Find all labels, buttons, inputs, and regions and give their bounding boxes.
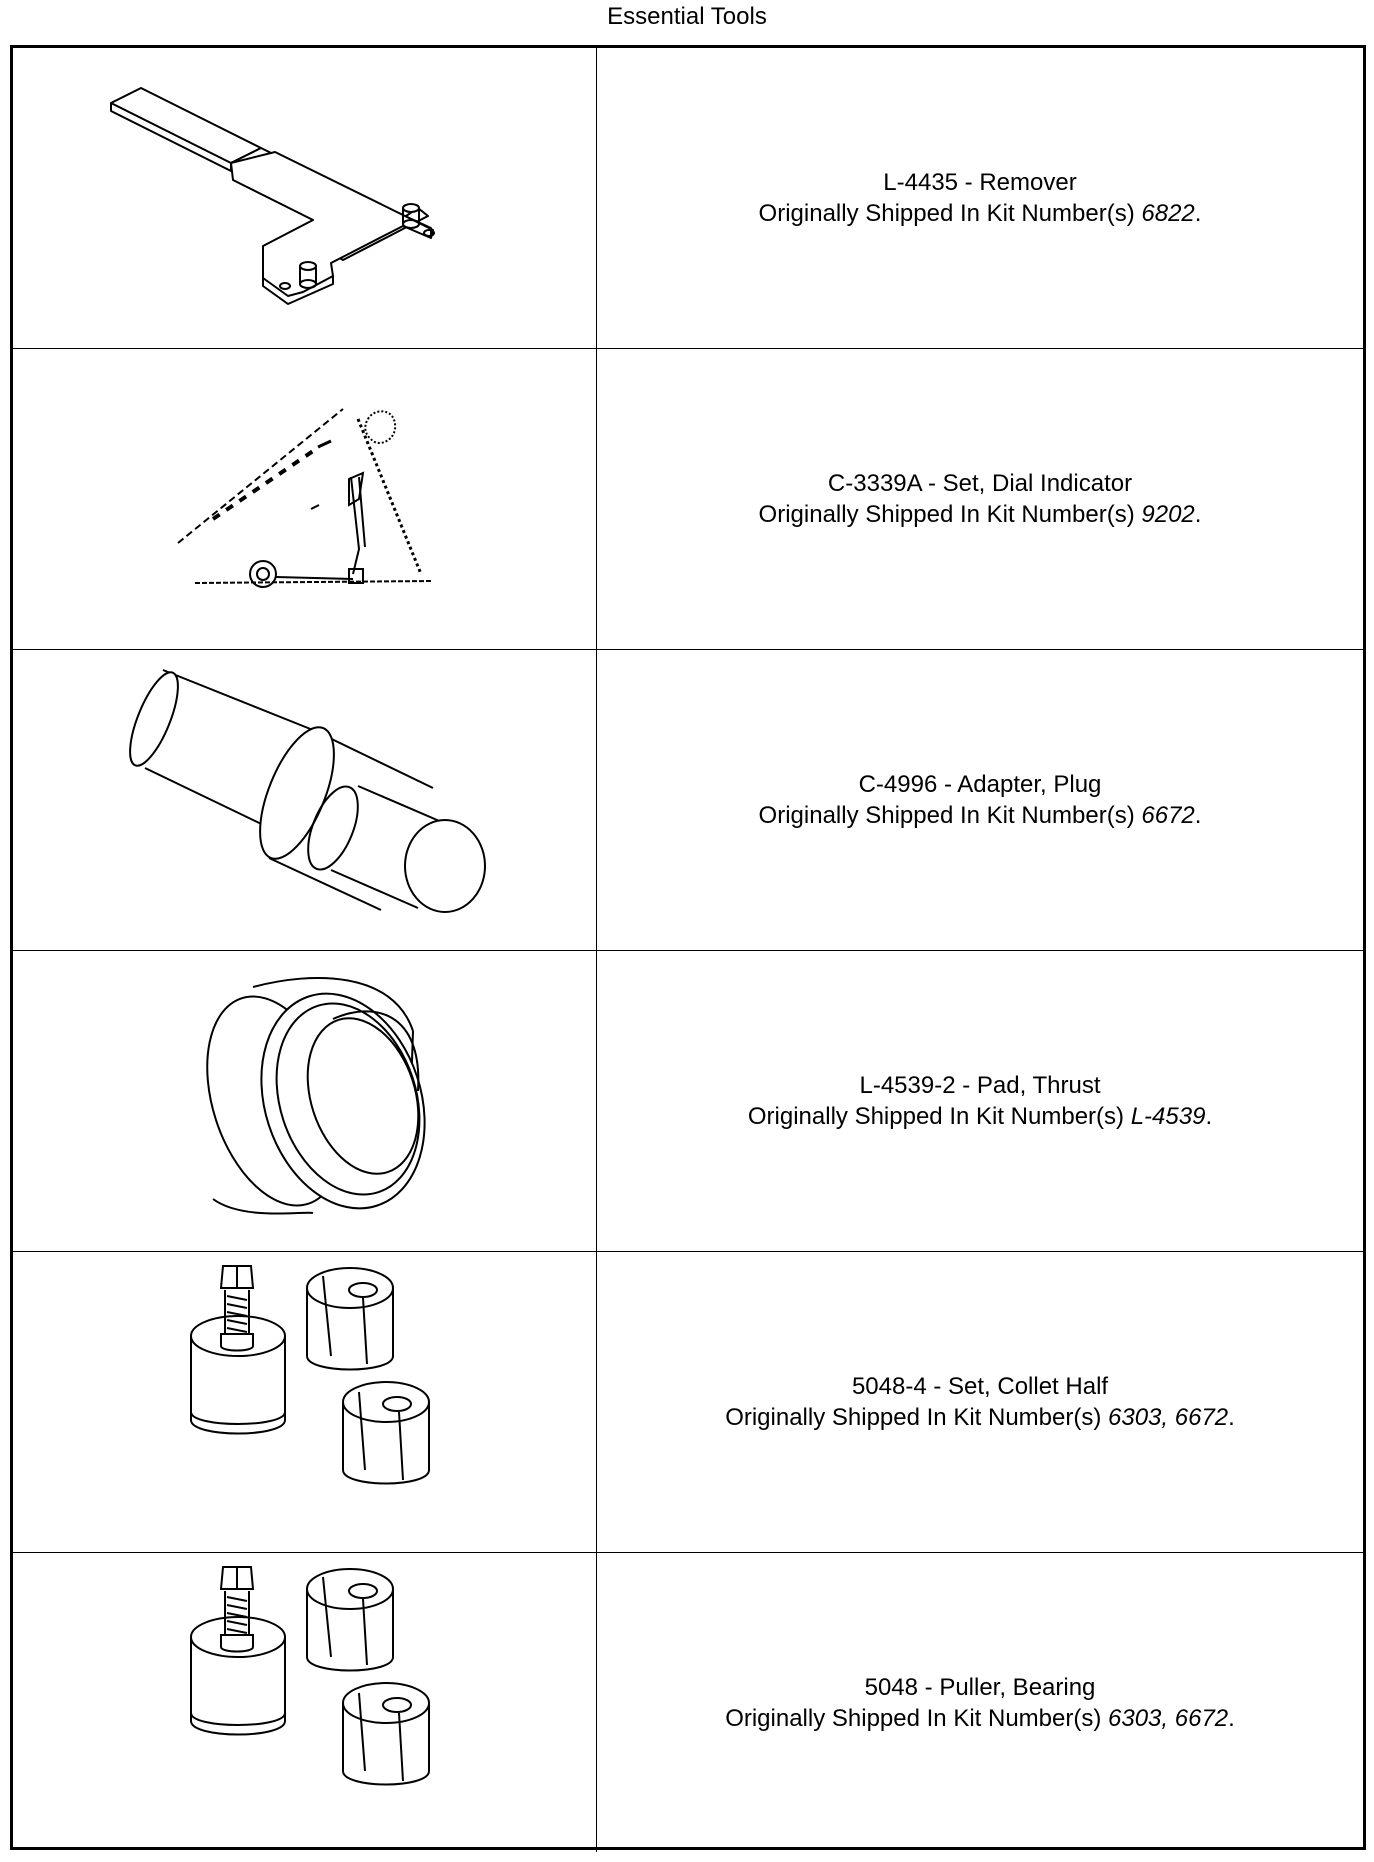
tool-row xyxy=(13,48,1363,349)
bearing-puller-icon xyxy=(13,1553,597,1853)
collet-half-set-icon xyxy=(13,1252,597,1552)
tool-image-cell xyxy=(13,48,597,348)
kit-line: Originally Shipped In Kit Number(s) 6303, 6672. xyxy=(725,1704,1235,1732)
tool-row xyxy=(13,951,1363,1252)
tool-label: C-4996 - Adapter, Plug xyxy=(858,771,1102,798)
tool-description xyxy=(597,48,1363,348)
kit-prefix: Originally Shipped In Kit Number(s) xyxy=(758,200,1135,227)
tool-image-cell xyxy=(13,951,597,1251)
tools-table xyxy=(10,45,1366,1850)
kit-line: Originally Shipped In Kit Number(s) 6672. xyxy=(758,802,1202,829)
tool-description xyxy=(597,1553,1363,1852)
kit-numbers: 9202 xyxy=(1141,501,1195,528)
page-title: Essential Tools xyxy=(607,3,767,30)
tool-label: C-3339A - Set, Dial Indicator xyxy=(827,470,1133,497)
tool-row xyxy=(13,1553,1363,1852)
kit-prefix: Originally Shipped In Kit Number(s) xyxy=(725,1704,1102,1732)
kit-prefix: Originally Shipped In Kit Number(s) xyxy=(758,802,1135,829)
kit-numbers: 6822 xyxy=(1141,200,1195,227)
kit-numbers: 6303, 6672 xyxy=(1108,1704,1229,1732)
kit-numbers: 6672 xyxy=(1141,802,1195,829)
tool-image-cell xyxy=(13,650,597,950)
kit-prefix: Originally Shipped In Kit Number(s) xyxy=(725,1404,1102,1431)
tool-description xyxy=(597,650,1363,950)
tool-label: L-4435 - Remover xyxy=(883,169,1077,196)
thrust-pad-icon xyxy=(13,951,597,1251)
tool-description xyxy=(597,349,1363,649)
tool-row xyxy=(13,650,1363,951)
tool-row xyxy=(13,1252,1363,1553)
tool-label: L-4539-2 - Pad, Thrust xyxy=(859,1072,1101,1099)
kit-line: Originally Shipped In Kit Number(s) 6822. xyxy=(758,200,1202,227)
kit-line: Originally Shipped In Kit Number(s) 9202. xyxy=(758,501,1202,528)
tool-description xyxy=(597,951,1363,1251)
tool-description xyxy=(597,1252,1363,1552)
plug-adapter-icon xyxy=(13,650,597,950)
tool-row xyxy=(13,349,1363,650)
tool-image-cell xyxy=(13,349,597,649)
tool-label: 5048-4 - Set, Collet Half xyxy=(851,1373,1109,1400)
tool-label: 5048 - Puller, Bearing xyxy=(864,1673,1096,1701)
kit-prefix: Originally Shipped In Kit Number(s) xyxy=(747,1103,1125,1130)
kit-line: Originally Shipped In Kit Number(s) 6303, 6672. xyxy=(725,1404,1235,1431)
kit-numbers: 6303, 6672 xyxy=(1108,1404,1229,1431)
tool-image-cell xyxy=(13,1553,597,1852)
kit-prefix: Originally Shipped In Kit Number(s) xyxy=(758,501,1135,528)
kit-line: Originally Shipped In Kit Number(s) L-4539. xyxy=(747,1103,1213,1130)
spanner-wrench-icon xyxy=(13,48,597,348)
dial-indicator-set-icon xyxy=(13,349,597,649)
kit-numbers: L-4539 xyxy=(1130,1103,1206,1130)
tool-image-cell xyxy=(13,1252,597,1552)
